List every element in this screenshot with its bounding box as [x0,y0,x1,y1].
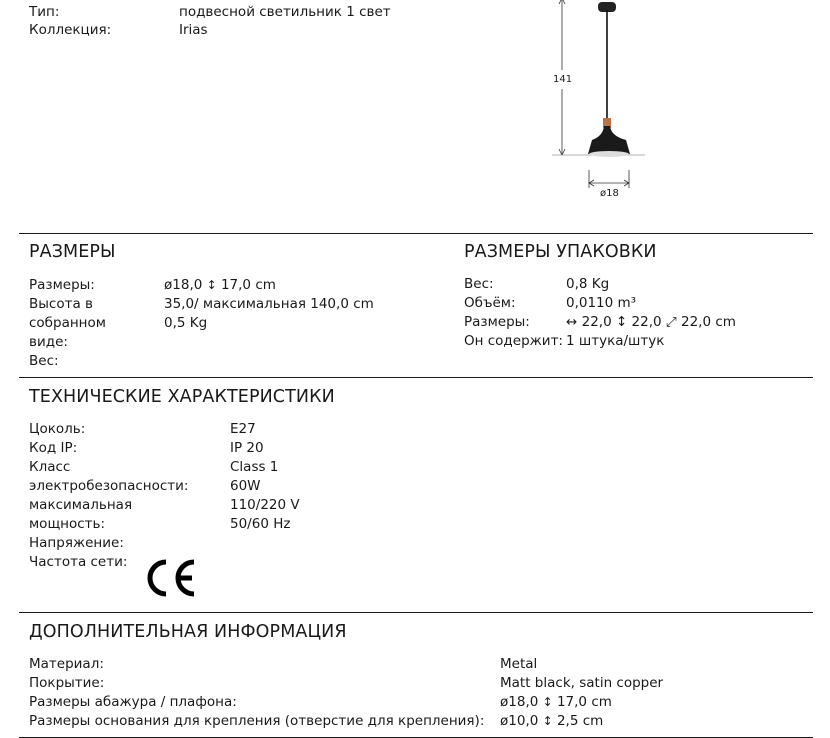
additional-values [500,655,663,731]
dimensions-label: собранном [29,315,106,331]
packaging-value: 0,8 Kg [566,276,610,292]
technical-values [230,420,300,534]
height-arrow-icon: ↕ [206,278,217,292]
type-value: подвесной светильник 1 свет [179,4,391,20]
dimensions-title: РАЗМЕРЫ [29,242,116,262]
dimensions-value: 35,0/ максимальная 140,0 cm [164,296,374,312]
packaging-label: Вес: [464,276,494,292]
technical-label: Частота сети: [29,554,128,570]
dimensions-label: Высота в [29,296,93,312]
technical-label: Код IP: [29,440,78,456]
additional-label: Покрытие: [29,675,105,691]
additional-value: ø18,0 ↕ 17,0 cm [500,694,612,710]
collection-label: Коллекция: [29,22,112,38]
height-label: 141 [553,70,572,89]
technical-label: Цоколь: [29,421,86,437]
technical-label: максимальная [29,497,133,513]
technical-value: 50/60 Hz [230,516,291,532]
packaging-value: 0,0110 m³ [566,295,637,311]
divider [19,377,813,378]
packaging-label: Объём: [464,295,516,311]
collection-value: Irias [179,22,208,38]
dimensions-label: Вес: [29,353,59,369]
technical-label: Напряжение: [29,535,124,551]
additional-value: ø10,0 ↕ 2,5 cm [500,713,604,729]
additional-labels [29,655,484,731]
type-label: Тип: [29,4,60,20]
packaging-values [566,275,736,351]
dimensions-label: виде: [29,334,68,350]
additional-label: Размеры основания для крепления (отверстие для крепления): [29,713,485,729]
additional-label: Размеры абажура / плафона: [29,694,237,710]
packaging-title: РАЗМЕРЫ УПАКОВКИ [464,242,657,262]
technical-label: Класс [29,459,71,475]
technical-labels [29,420,188,572]
packaging-value: ↔ 22,0 ↕ 22,0 ⤢ 22,0 cm [566,314,736,330]
technical-value: Class 1 [230,459,279,475]
additional-value: Matt black, satin copper [500,675,664,691]
ce-mark-icon [145,558,199,598]
technical-value: 60W [230,478,261,494]
additional-title: ДОПОЛНИТЕЛЬНАЯ ИНФОРМАЦИЯ [29,622,347,642]
dimensions-labels [29,276,106,371]
technical-title: ТЕХНИЧЕСКИЕ ХАРАКТЕРИСТИКИ [29,387,335,407]
technical-value: IP 20 [230,440,264,456]
height-arrow-icon: ↕ [542,695,553,709]
lamp-dimension-drawing [540,0,650,200]
technical-label: мощность: [29,516,106,532]
additional-value: Metal [500,656,538,672]
technical-value: E27 [230,421,256,437]
diameter-label: ø18 [600,188,619,199]
packaging-value: 1 штука/штук [566,333,665,349]
dimensions-label: Размеры: [29,277,95,293]
additional-label: Материал: [29,656,104,672]
packaging-label: Он содержит: [464,333,563,349]
dimensions-values [164,276,374,333]
dimensions-value: 0,5 Kg [164,315,208,331]
technical-label: электробезопасности: [29,478,189,494]
divider [19,612,813,613]
technical-value: 110/220 V [230,497,300,513]
height-arrow-icon: ↕ [542,714,553,728]
packaging-labels [464,275,563,351]
dimensions-value: ø18,0 ↕ 17,0 cm [164,277,276,293]
packaging-label: Размеры: [464,314,530,330]
divider [19,233,813,234]
